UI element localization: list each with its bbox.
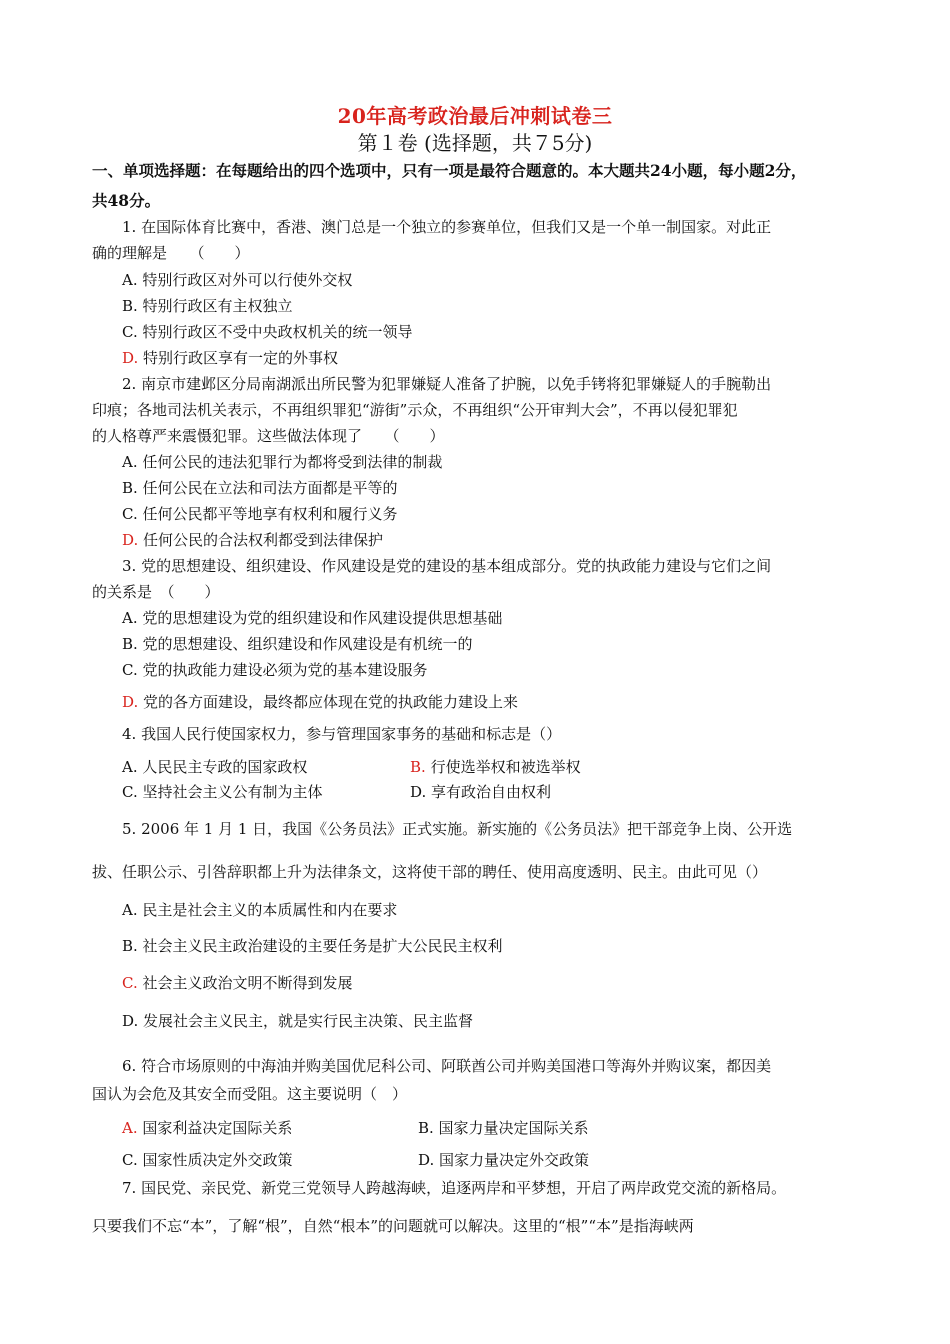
section-instruction-line-2: 共48分。 (92, 191, 161, 210)
q5-answer-letter: C. (122, 974, 138, 992)
q5-option-c (122, 972, 353, 994)
q1-option-d (122, 347, 338, 369)
q3-option-d-text: 党的各方面建设，最终都应体现在党的执政能力建设上来 (143, 693, 519, 711)
q6-option-a-text: 国家利益决定国际关系 (142, 1119, 293, 1137)
q5-option-b: B. 社会主义民主政治建设的主要任务是扩大公民民主权利 (122, 937, 503, 955)
q4-option-b (410, 756, 581, 778)
q4-option-a: A. 人民民主专政的国家政权 (122, 758, 308, 776)
q6-option-c: C. 国家性质决定外交政策 (122, 1151, 293, 1169)
q2-stem-line-1: 2. 南京市建邺区分局南湖派出所民警为犯罪嫌疑人准备了护腕，以免手铐将犯罪嫌疑人的手腕勒出 (122, 375, 772, 393)
q2-option-a: A. 任何公民的违法犯罪行为都将受到法律的制裁 (122, 453, 443, 471)
q6-stem-line-1: 6. 符合市场原则的中海油并购美国优尼科公司、阿联酋公司并购美国港口等海外并购议案，都因美 (122, 1057, 772, 1075)
q7-stem-line-1: 7. 国民党、亲民党、新党三党领导人跨越海峡，追逐两岸和平梦想，开启了两岸政党交流的新格局。 (122, 1179, 787, 1197)
q6-option-a (122, 1117, 292, 1139)
q4-option-b-text: 行使选举权和被选举权 (430, 758, 581, 776)
q5-option-a: A. 民主是社会主义的本质属性和内在要求 (122, 901, 398, 919)
q3-stem-line-2: 的关系是 （ ） (92, 583, 220, 601)
q3-stem-line-1: 3. 党的思想建设、组织建设、作风建设是党的建设的基本组成部分。党的执政能力建设与它们之间 (122, 557, 772, 575)
q2-option-d (122, 529, 383, 551)
q4-answer-letter: B. (410, 758, 426, 776)
q4-option-c: C. 坚持社会主义公有制为主体 (122, 783, 323, 801)
exam-subtitle: 第１卷 (选择题，共７5分) (357, 131, 593, 155)
q3-option-a: A. 党的思想建设为党的组织建设和作风建设提供思想基础 (122, 609, 503, 627)
q4-option-d: D. 享有政治自由权利 (410, 783, 552, 801)
q1-answer-letter: D. (122, 349, 139, 367)
q2-stem-line-2: 印痕；各地司法机关表示，不再组织罪犯“游街”示众，不再组织“公开审判大会”，不再以侵犯罪犯 (92, 401, 738, 419)
q3-option-d (122, 691, 518, 713)
q7-stem-line-2: 只要我们不忘“本”，了解“根”，自然“根本”的问题就可以解决。这里的“根”“本”是指海峡两 (92, 1217, 694, 1235)
q3-option-b: B. 党的思想建设、组织建设和作风建设是有机统一的 (122, 635, 473, 653)
q1-stem-line-1: 1. 在国际体育比赛中，香港、澳门总是一个独立的参赛单位，但我们又是一个单一制国家。对此正 (122, 218, 772, 236)
q2-option-b: B. 任何公民在立法和司法方面都是平等的 (122, 479, 398, 497)
q5-stem-line-1: 5. 2006 年 1 月 1 日，我国《公务员法》正式实施。新实施的《公务员法》把干部竞争上岗、公开选 (122, 820, 793, 838)
q2-stem-line-3: 的人格尊严来震慑犯罪。这些做法体现了 （ ） (92, 427, 445, 445)
q6-stem-line-2: 国认为会危及其安全而受阻。这主要说明（ ） (92, 1085, 408, 1103)
q5-stem-line-2: 拔、任职公示、引咎辞职都上升为法律条文，这将使干部的聘任、使用高度透明、民主。由此可见（） (92, 863, 768, 881)
q1-option-b: B. 特别行政区有主权独立 (122, 297, 293, 315)
q4-stem: 4. 我国人民行使国家权力，参与管理国家事务的基础和标志是（） (122, 725, 562, 743)
exam-title: 20年高考政治最后冲刺试卷三 (337, 104, 613, 128)
q2-option-d-text: 任何公民的合法权利都受到法律保护 (143, 531, 384, 549)
q1-option-d-text: 特别行政区享有一定的外事权 (143, 349, 339, 367)
q5-option-c-text: 社会主义政治文明不断得到发展 (142, 974, 353, 992)
q2-answer-letter: D. (122, 531, 139, 549)
q5-option-d: D. 发展社会主义民主，就是实行民主决策、民主监督 (122, 1012, 474, 1030)
q3-answer-letter: D. (122, 693, 139, 711)
q6-option-b: B. 国家力量决定国际关系 (418, 1119, 589, 1137)
q1-option-c: C. 特别行政区不受中央政权机关的统一领导 (122, 323, 413, 341)
section-instruction-line-1: 一、单项选择题：在每题给出的四个选项中，只有一项是最符合题意的。本大题共24小题，每小题2分， (92, 161, 807, 180)
q1-stem-line-2: 确的理解是 （ ） (92, 244, 250, 262)
q2-option-c: C. 任何公民都平等地享有权利和履行义务 (122, 505, 398, 523)
q6-option-d: D. 国家力量决定外交政策 (418, 1151, 590, 1169)
q1-option-a: A. 特别行政区对外可以行使外交权 (122, 271, 353, 289)
q3-option-c: C. 党的执政能力建设必须为党的基本建设服务 (122, 661, 428, 679)
q6-answer-letter: A. (122, 1119, 138, 1137)
